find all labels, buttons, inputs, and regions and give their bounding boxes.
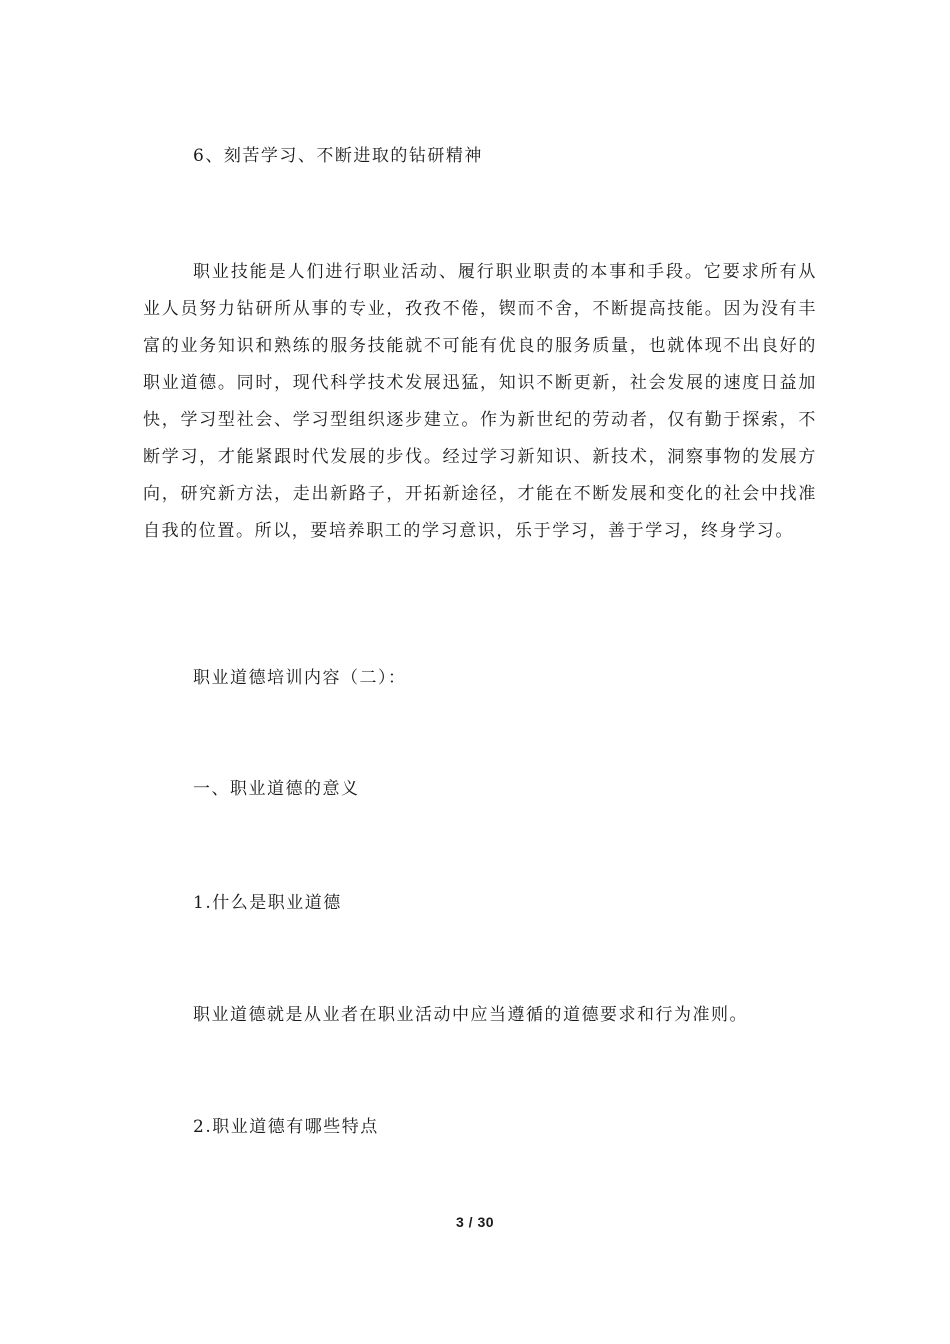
page-number: 3 / 30 bbox=[455, 1214, 495, 1230]
paragraph-vocational-skills: 职业技能是人们进行职业活动、履行职业职责的本事和手段。它要求所有从业人员努力钻研所从事的专业，孜孜不倦，锲而不舍，不断提高技能。因为没有丰富的业务知识和熟练的服务技能就不可能有优良的服务质量，也就体现不出良好的职业道德。同时，现代科学技术发展迅猛，知识不断更新，社会发展的速度日益加快，学习型社会、学习型组织逐步建立。作为新世纪的劳动者，仅有勤于探索，不断学习，才能紧跟时代发展的步伐。经过学习新知识、新技术，洞察事物的发展方向，研究新方法，走出新路子，开拓新途径，才能在不断发展和变化的社会中找准自我的位置。所以，要培养职工的学习意识，乐于学习，善于学习，终身学习。 bbox=[143, 262, 817, 541]
heading-diligent-learning: 6、刻苦学习、不断进取的钻研精神 bbox=[193, 146, 483, 166]
heading-ethics-characteristics: 2.职业道德有哪些特点 bbox=[193, 1117, 379, 1137]
heading-what-is-ethics: 1.什么是职业道德 bbox=[193, 893, 342, 913]
section-title-training-content: 职业道德培训内容（二）： bbox=[193, 668, 407, 688]
heading-meaning-of-ethics: 一、职业道德的意义 bbox=[193, 779, 360, 799]
paragraph-definition: 职业道德就是从业者在职业活动中应当遵循的道德要求和行为准则。 bbox=[193, 1005, 748, 1025]
